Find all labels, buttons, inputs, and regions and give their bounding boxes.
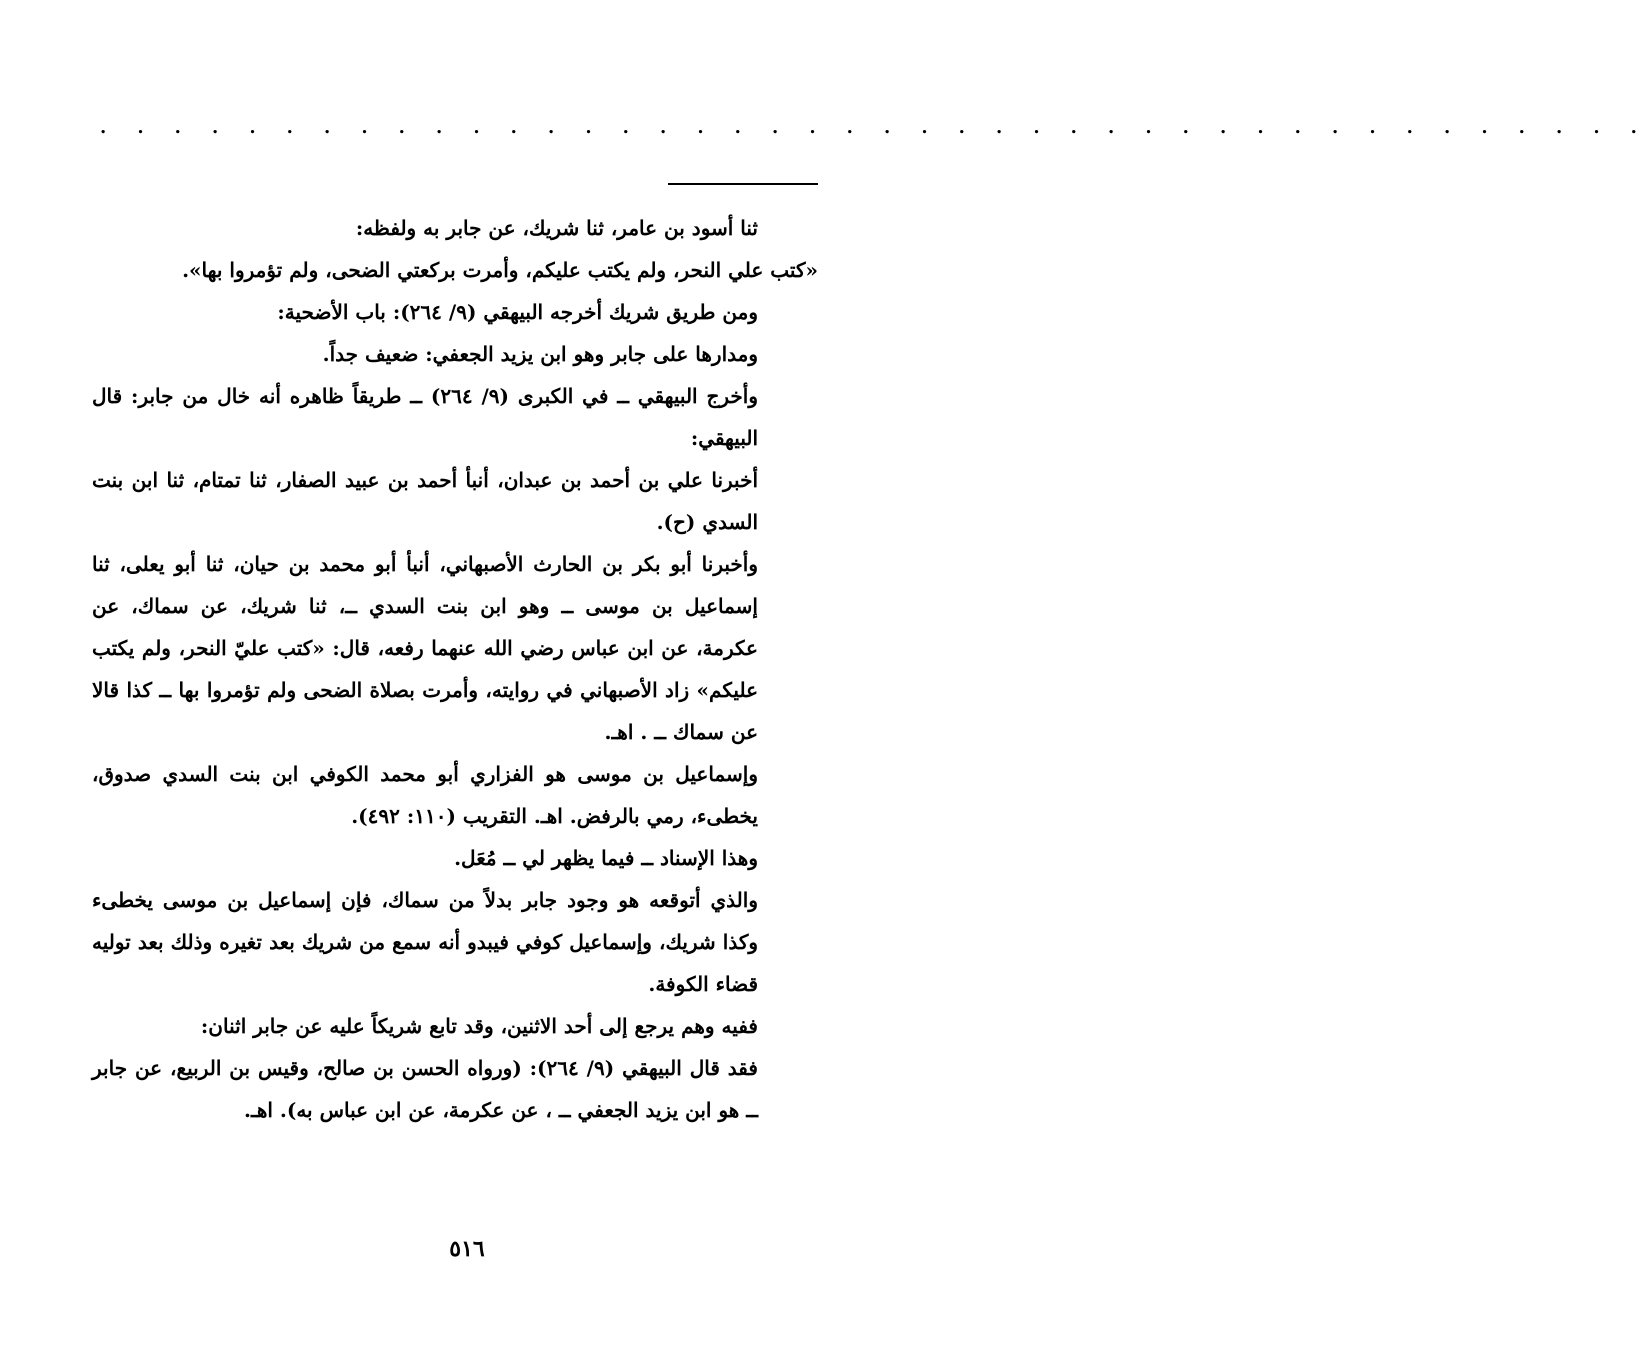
page-number: ٥١٦ (449, 1236, 485, 1262)
paragraph-7: وأخبرنا أبو بكر بن الحارث الأصبهاني، أنبأ أبو محمد بن حيان، ثنا أبو يعلى، ثنا إسماعيل بن موسى ــ وهو ابن بنت السدي ــ، ثنا شريك، عن سماك، عن عكرمة، عن ابن عباس رضي الله عنهما رفعه، قال: «كتب عليّ النحر، ولم يكتب عليكم» زاد الأصبهاني في روايته، وأمرت بصلاة الضحى ولم تؤمروا بها ــ كذا قالا عن سماك ــ . اهـ. (92, 552, 758, 744)
paragraph-1: ثنا أسود بن عامر، ثنا شريك، عن جابر به ولفظه: (355, 216, 758, 240)
dotted-separator: . . . . . . . . . . . . . . . . . . . . . . . . . . . . . . . . . . . . . . . . . . (100, 117, 1649, 138)
paragraph-6: أخبرنا علي بن أحمد بن عبدان، أنبأ أحمد بن عبيد الصفار، ثنا تمتام، ثنا ابن بنت السدي (ح). (92, 468, 758, 534)
paragraph-5: وأخرج البيهقي ــ في الكبرى (٩/ ٢٦٤) ــ طريقاً ظاهره أنه خال من جابر: قال البيهقي: (92, 384, 758, 450)
paragraph-9: وهذا الإسناد ــ فيما يظهر لي ــ مُعَل. (454, 846, 758, 870)
page-body (92, 207, 818, 1131)
paragraph-4: ومدارها على جابر وهو ابن يزيد الجعفي: ضعيف جداً. (322, 342, 758, 366)
paragraph-3: ومن طريق شريك أخرجه البيهقي (٩/ ٢٦٤): باب الأضحية: (277, 300, 758, 324)
paragraph-11: ففيه وهم يرجع إلى أحد الاثنين، وقد تابع شريكاً عليه عن جابر اثنان: (200, 1014, 758, 1038)
paragraph-8: وإسماعيل بن موسى هو الفزاري أبو محمد الكوفي ابن بنت السدي صدوق، يخطىء، رمي بالرفض. اهـ. التقريب (١١٠: ٤٩٢). (92, 762, 758, 828)
paragraph-12: فقد قال البيهقي (٩/ ٢٦٤): (ورواه الحسن بن صالح، وقيس بن الربيع، عن جابر ــ هو ابن يزيد الجعفي ــ ، عن عكرمة، عن ابن عباس به). اهـ. (92, 1056, 758, 1122)
footnote-rule (668, 183, 818, 185)
paragraph-10: والذي أتوقعه هو وجود جابر بدلاً من سماك، فإن إسماعيل بن موسى يخطىء وكذا شريك، وإسماعيل كوفي فيبدو أنه سمع من شريك بعد تغيره وذلك بعد توليه قضاء الكوفة. (92, 888, 758, 996)
paragraph-2: «كتب علي النحر، ولم يكتب عليكم، وأمرت بركعتي الضحى، ولم تؤمروا بها». (182, 258, 818, 282)
